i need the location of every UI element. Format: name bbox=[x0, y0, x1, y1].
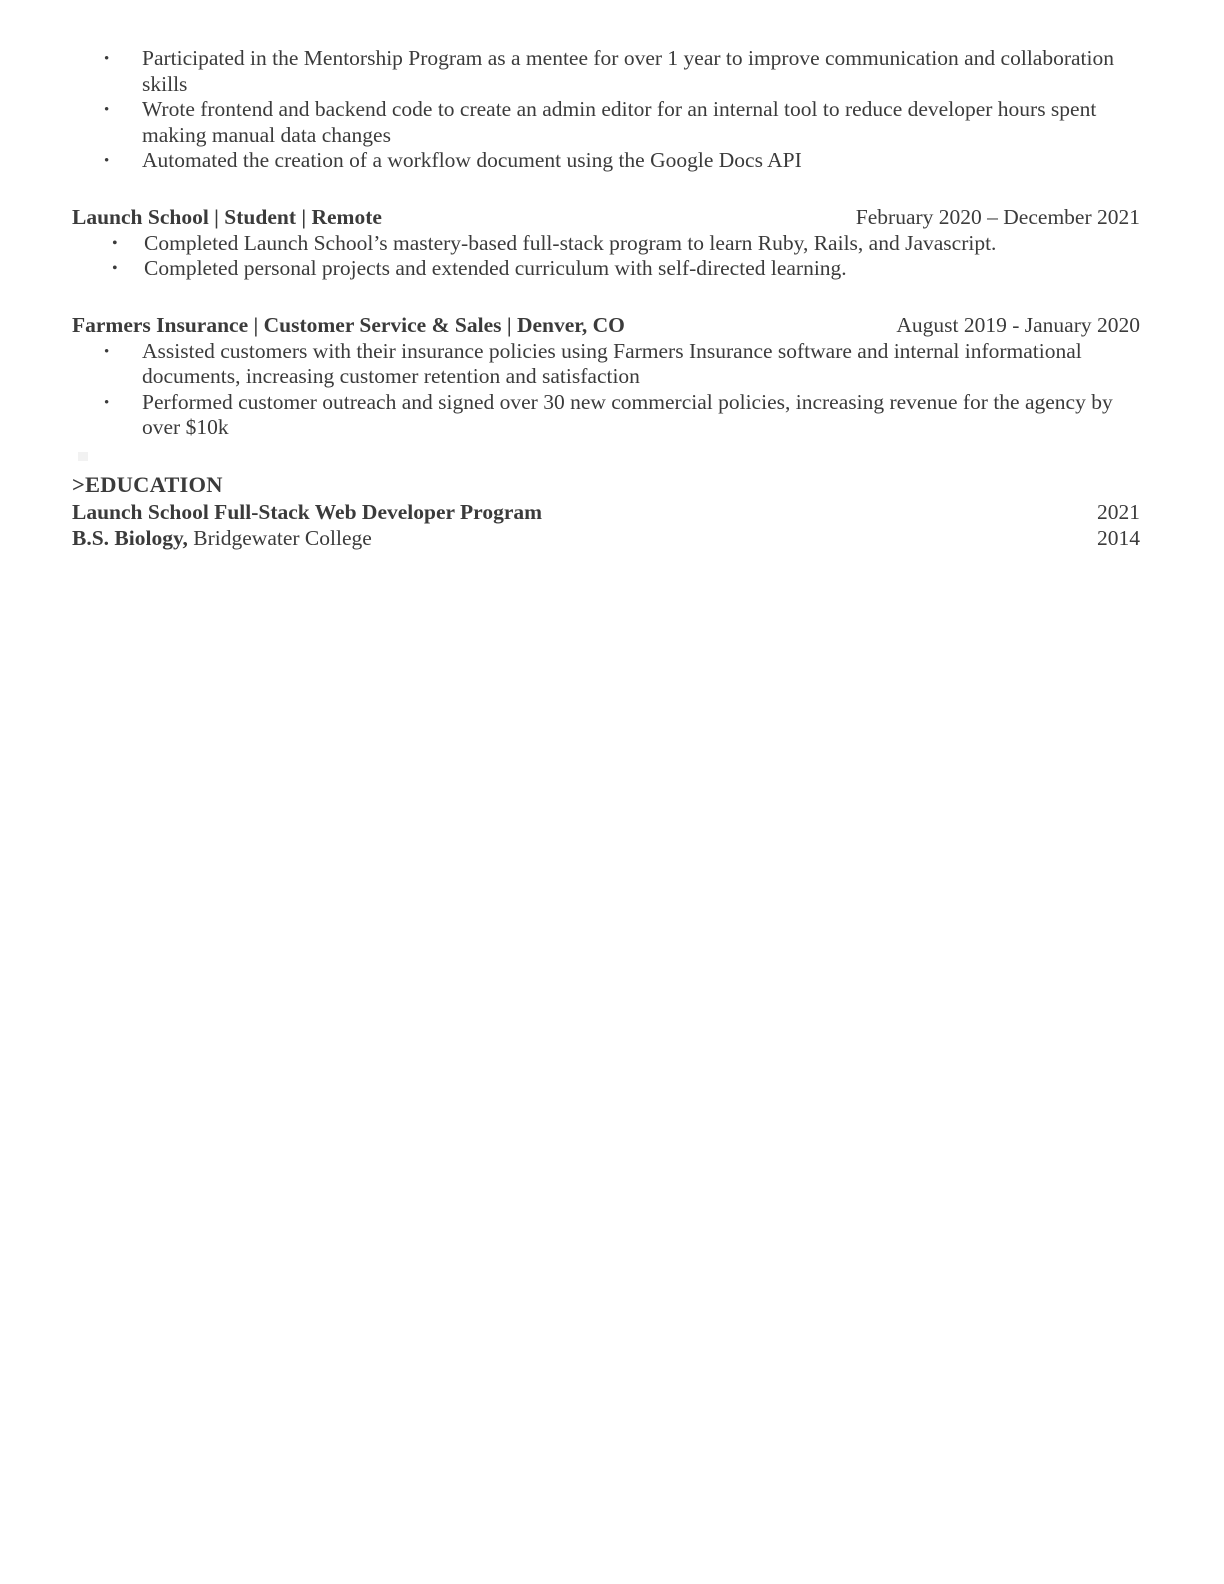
spacer bbox=[72, 282, 1140, 312]
job-date: August 2019 - January 2020 bbox=[896, 312, 1140, 337]
bullet-text: Completed personal projects and extended curriculum with self-directed learning. bbox=[144, 256, 847, 280]
list-item bbox=[72, 231, 1140, 257]
education-program-bold: Launch School Full-Stack Web Developer Program bbox=[72, 499, 543, 524]
bullet-icon: • bbox=[104, 51, 110, 67]
bullet-icon: • bbox=[104, 153, 110, 169]
job-entry-launch-school bbox=[72, 204, 1140, 231]
bullet-icon: • bbox=[104, 343, 110, 360]
job-date: February 2020 – December 2021 bbox=[855, 204, 1140, 229]
scan-artifact bbox=[78, 452, 88, 461]
experience-continued-bullets bbox=[72, 46, 1140, 174]
education-degree bbox=[72, 525, 372, 551]
education-entry bbox=[72, 525, 1140, 551]
spacer bbox=[72, 174, 1140, 204]
job-entry-farmers-insurance bbox=[72, 312, 1140, 339]
job-title: Launch School | Student | Remote bbox=[72, 204, 382, 229]
bullet-text: Assisted customers with their insurance policies using Farmers Insurance software and internal informational documents, increasing customer retention and satisfaction bbox=[142, 338, 1082, 388]
job-bullets-launch-school bbox=[72, 231, 1140, 282]
bullet-icon: • bbox=[112, 260, 118, 277]
list-item bbox=[72, 390, 1140, 441]
list-item bbox=[72, 148, 1140, 174]
job-bullets-farmers-insurance bbox=[72, 339, 1140, 441]
bullet-icon: • bbox=[112, 234, 118, 252]
education-year: 2014 bbox=[1097, 525, 1140, 550]
list-item bbox=[72, 46, 1140, 97]
education-school-regular: Bridgewater College bbox=[187, 525, 372, 550]
bullet-text: Performed customer outreach and signed over 30 new commercial policies, increasing revenue for the agency by over $10k bbox=[142, 389, 1113, 439]
resume-content bbox=[72, 46, 1140, 551]
spacer bbox=[72, 441, 1140, 471]
bullet-text: Completed Launch School’s mastery-based full-stack program to learn Ruby, Rails, and Javascript. bbox=[144, 230, 997, 255]
bullet-text: Participated in the Mentorship Program as a mentee for over 1 year to improve communication and collaboration skills bbox=[142, 46, 1114, 96]
education-year: 2021 bbox=[1097, 499, 1140, 524]
education-program bbox=[72, 499, 542, 525]
list-item bbox=[72, 97, 1140, 148]
education-entry bbox=[72, 499, 1140, 525]
bullet-icon: • bbox=[104, 102, 110, 118]
list-item bbox=[72, 256, 1140, 282]
section-heading-education: >EDUCATION bbox=[72, 471, 223, 497]
bullet-text: Automated the creation of a workflow document using the Google Docs API bbox=[142, 148, 802, 172]
list-item bbox=[72, 339, 1140, 390]
bullet-icon: • bbox=[104, 394, 110, 411]
education-degree-bold: B.S. Biology, bbox=[72, 525, 188, 550]
bullet-text: Wrote frontend and backend code to create an admin editor for an internal tool to reduce developer hours spent making manual data changes bbox=[142, 97, 1097, 147]
job-title: Farmers Insurance | Customer Service & Sales | Denver, CO bbox=[72, 312, 625, 337]
